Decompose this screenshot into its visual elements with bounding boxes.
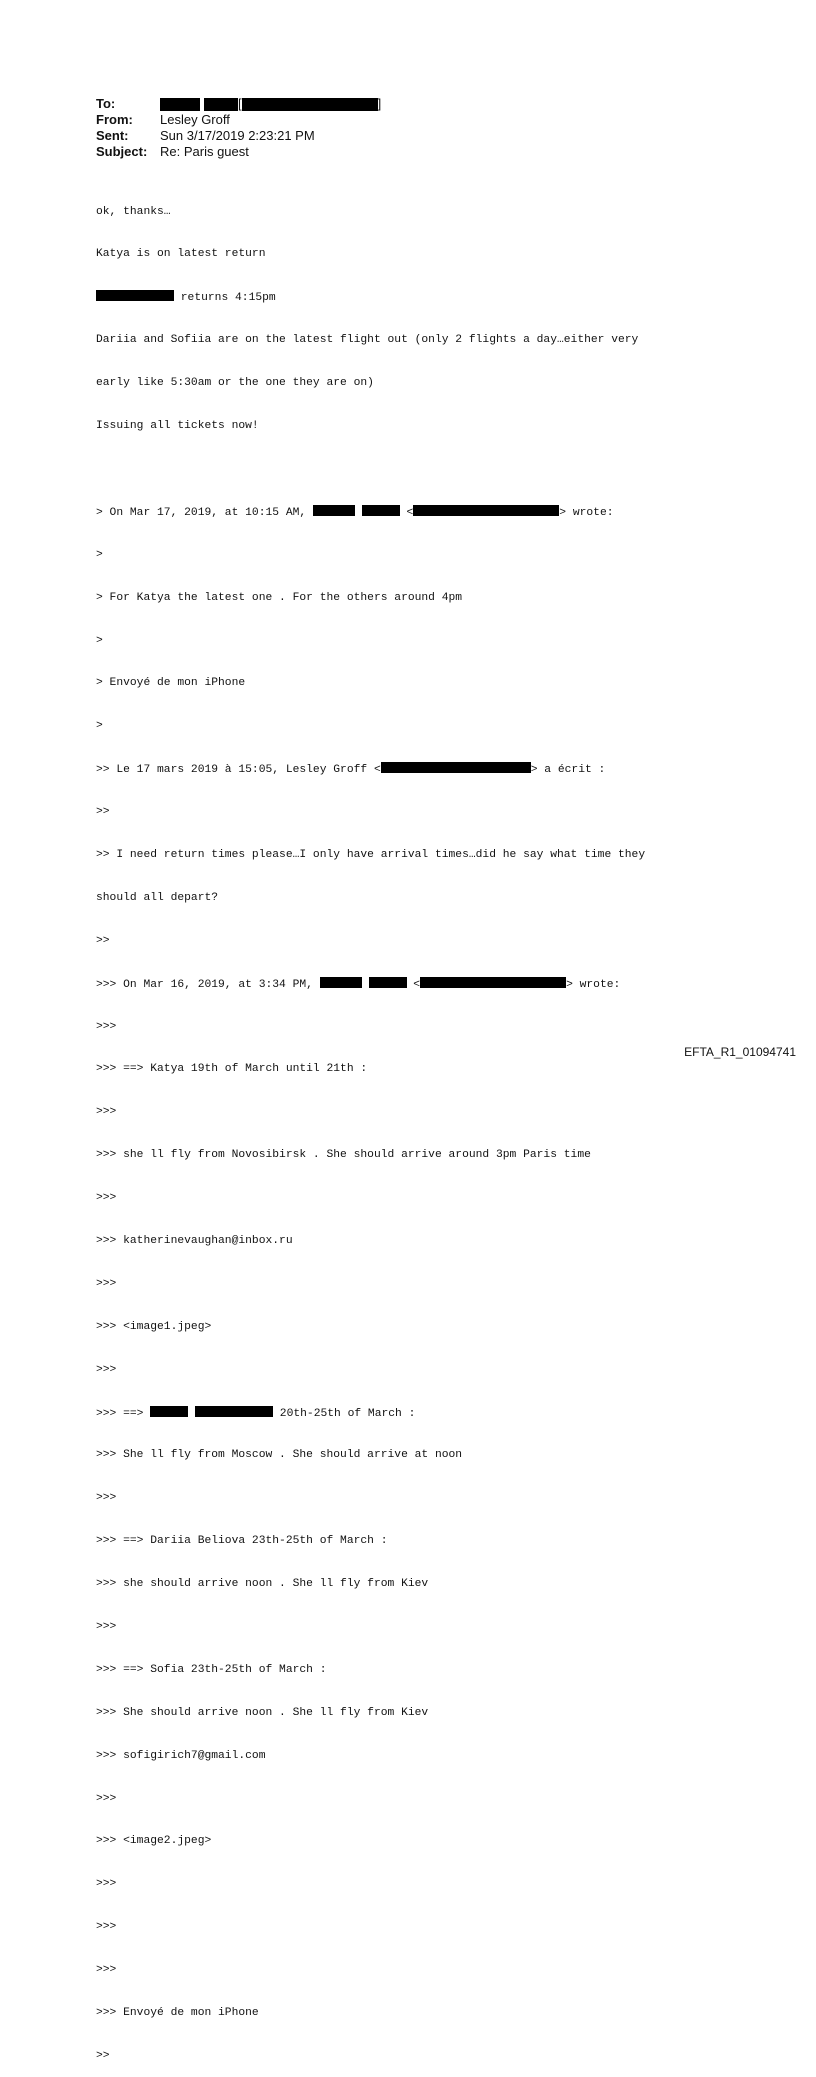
quote-line: >>> (96, 1921, 117, 1934)
from-row (96, 112, 381, 128)
sent-row (96, 128, 381, 144)
email-header (96, 96, 381, 160)
redaction-block (320, 977, 362, 988)
redaction-block (420, 977, 566, 988)
sent-value: Sun 3/17/2019 2:23:21 PM (160, 128, 315, 143)
redaction-block (369, 977, 407, 988)
quote-line: >>> (96, 1363, 117, 1376)
quote-line: >>> (96, 1106, 117, 1119)
subject-row (96, 144, 381, 160)
redaction-block (160, 98, 200, 111)
subject-label: Subject: (96, 144, 148, 159)
quote-line: > (96, 634, 103, 647)
subject-value: Re: Paris guest (160, 144, 249, 159)
quote-line: >>> (96, 1492, 117, 1505)
quote-line: >>> Envoyé de mon iPhone (96, 2007, 259, 2019)
quote-line (96, 1406, 645, 1420)
quote-text: >> Le 17 mars 2019 à 15:05, Lesley Groff < (96, 764, 381, 777)
quote-line: >>> katherinevaughan@inbox.ru (96, 1234, 293, 1247)
quote-line: >>> <image2.jpeg> (96, 1835, 212, 1848)
quote-line: >>> (96, 1792, 117, 1805)
quote-text: > a écrit : (530, 764, 606, 777)
from-label: From: (96, 112, 133, 127)
quote-line: >>> ==> Katya 19th of March until 21th : (96, 1063, 368, 1076)
redaction-block (150, 1406, 188, 1417)
from-value: Lesley Groff (160, 112, 230, 127)
redaction-block (195, 1406, 273, 1417)
quote-line: >>> (96, 1020, 117, 1033)
redaction-block (413, 505, 559, 516)
quote-line: should all depart? (96, 891, 219, 904)
quote-line: >>> ==> Dariia Beliova 23th-25th of March : (96, 1535, 388, 1548)
redaction-block (313, 505, 355, 516)
quote-line: > (96, 720, 103, 733)
quote-line: > Envoyé de mon iPhone (96, 677, 246, 690)
quote-line: >>> (96, 1964, 117, 1977)
quote-line: >>> She should arrive noon . She ll fly from Kiev (96, 1706, 429, 1719)
quote-line: >> (96, 934, 110, 947)
redaction-block (362, 505, 400, 516)
document-id: EFTA_R1_01094741 (684, 1045, 796, 1059)
quote-text: > wrote: (559, 506, 614, 519)
body-line: early like 5:30am or the one they are on) (96, 377, 374, 390)
quote-line: >>> she should arrive noon . She ll fly from Kiev (96, 1578, 429, 1591)
quote-line: >> (96, 2049, 110, 2062)
quote-line (96, 762, 645, 776)
redaction-block (96, 290, 174, 301)
quote-line: >>> (96, 1192, 117, 1205)
body-line: ok, thanks… (96, 205, 171, 218)
quote-line: >>> She ll fly from Moscow . She should arrive at noon (96, 1449, 463, 1462)
redaction-block (242, 98, 378, 111)
quote-text: >>> On Mar 16, 2019, at 3:34 PM, (96, 978, 320, 991)
quote-text: < (406, 978, 421, 991)
body-line: Katya is on latest return (96, 248, 266, 261)
quote-text: >>> ==> (96, 1407, 151, 1420)
quote-line: >>> <image1.jpeg> (96, 1320, 212, 1333)
redaction-block (381, 762, 531, 773)
quote-text: < (399, 506, 414, 519)
to-bracket-open: [ (238, 96, 242, 111)
quote-line: >>> she ll fly from Novosibirsk . She should arrive around 3pm Paris time (96, 1149, 591, 1162)
sent-label: Sent: (96, 128, 129, 143)
quote-line (96, 505, 645, 519)
quote-line: >> I need return times please…I only have arrival times…did he say what time they (96, 848, 646, 861)
to-row (96, 96, 381, 112)
quote-line: > (96, 548, 103, 561)
to-label: To: (96, 96, 116, 111)
body-line: Issuing all tickets now! (96, 420, 259, 433)
quote-line: >> (96, 806, 110, 819)
to-bracket-close: ] (377, 96, 382, 111)
body-line: Dariia and Sofiia are on the latest flight out (only 2 flights a day…either very (96, 334, 639, 347)
body-text: returns 4:15pm (174, 292, 276, 305)
quote-line: >>> sofigirich7@gmail.com (96, 1749, 266, 1762)
quote-line: >>> (96, 1878, 117, 1891)
body-line (96, 290, 645, 304)
email-body (96, 176, 645, 2077)
quote-text: > On Mar 17, 2019, at 10:15 AM, (96, 506, 313, 519)
quote-text: 20th-25th of March : (273, 1407, 416, 1420)
quote-text: > wrote: (566, 978, 621, 991)
quote-line (96, 977, 645, 991)
quote-line: >>> ==> Sofia 23th-25th of March : (96, 1663, 327, 1676)
quote-line: > For Katya the latest one . For the others around 4pm (96, 591, 463, 604)
quote-line: >>> (96, 1277, 117, 1290)
quote-line: >>> (96, 1620, 117, 1633)
redaction-block (204, 98, 238, 111)
